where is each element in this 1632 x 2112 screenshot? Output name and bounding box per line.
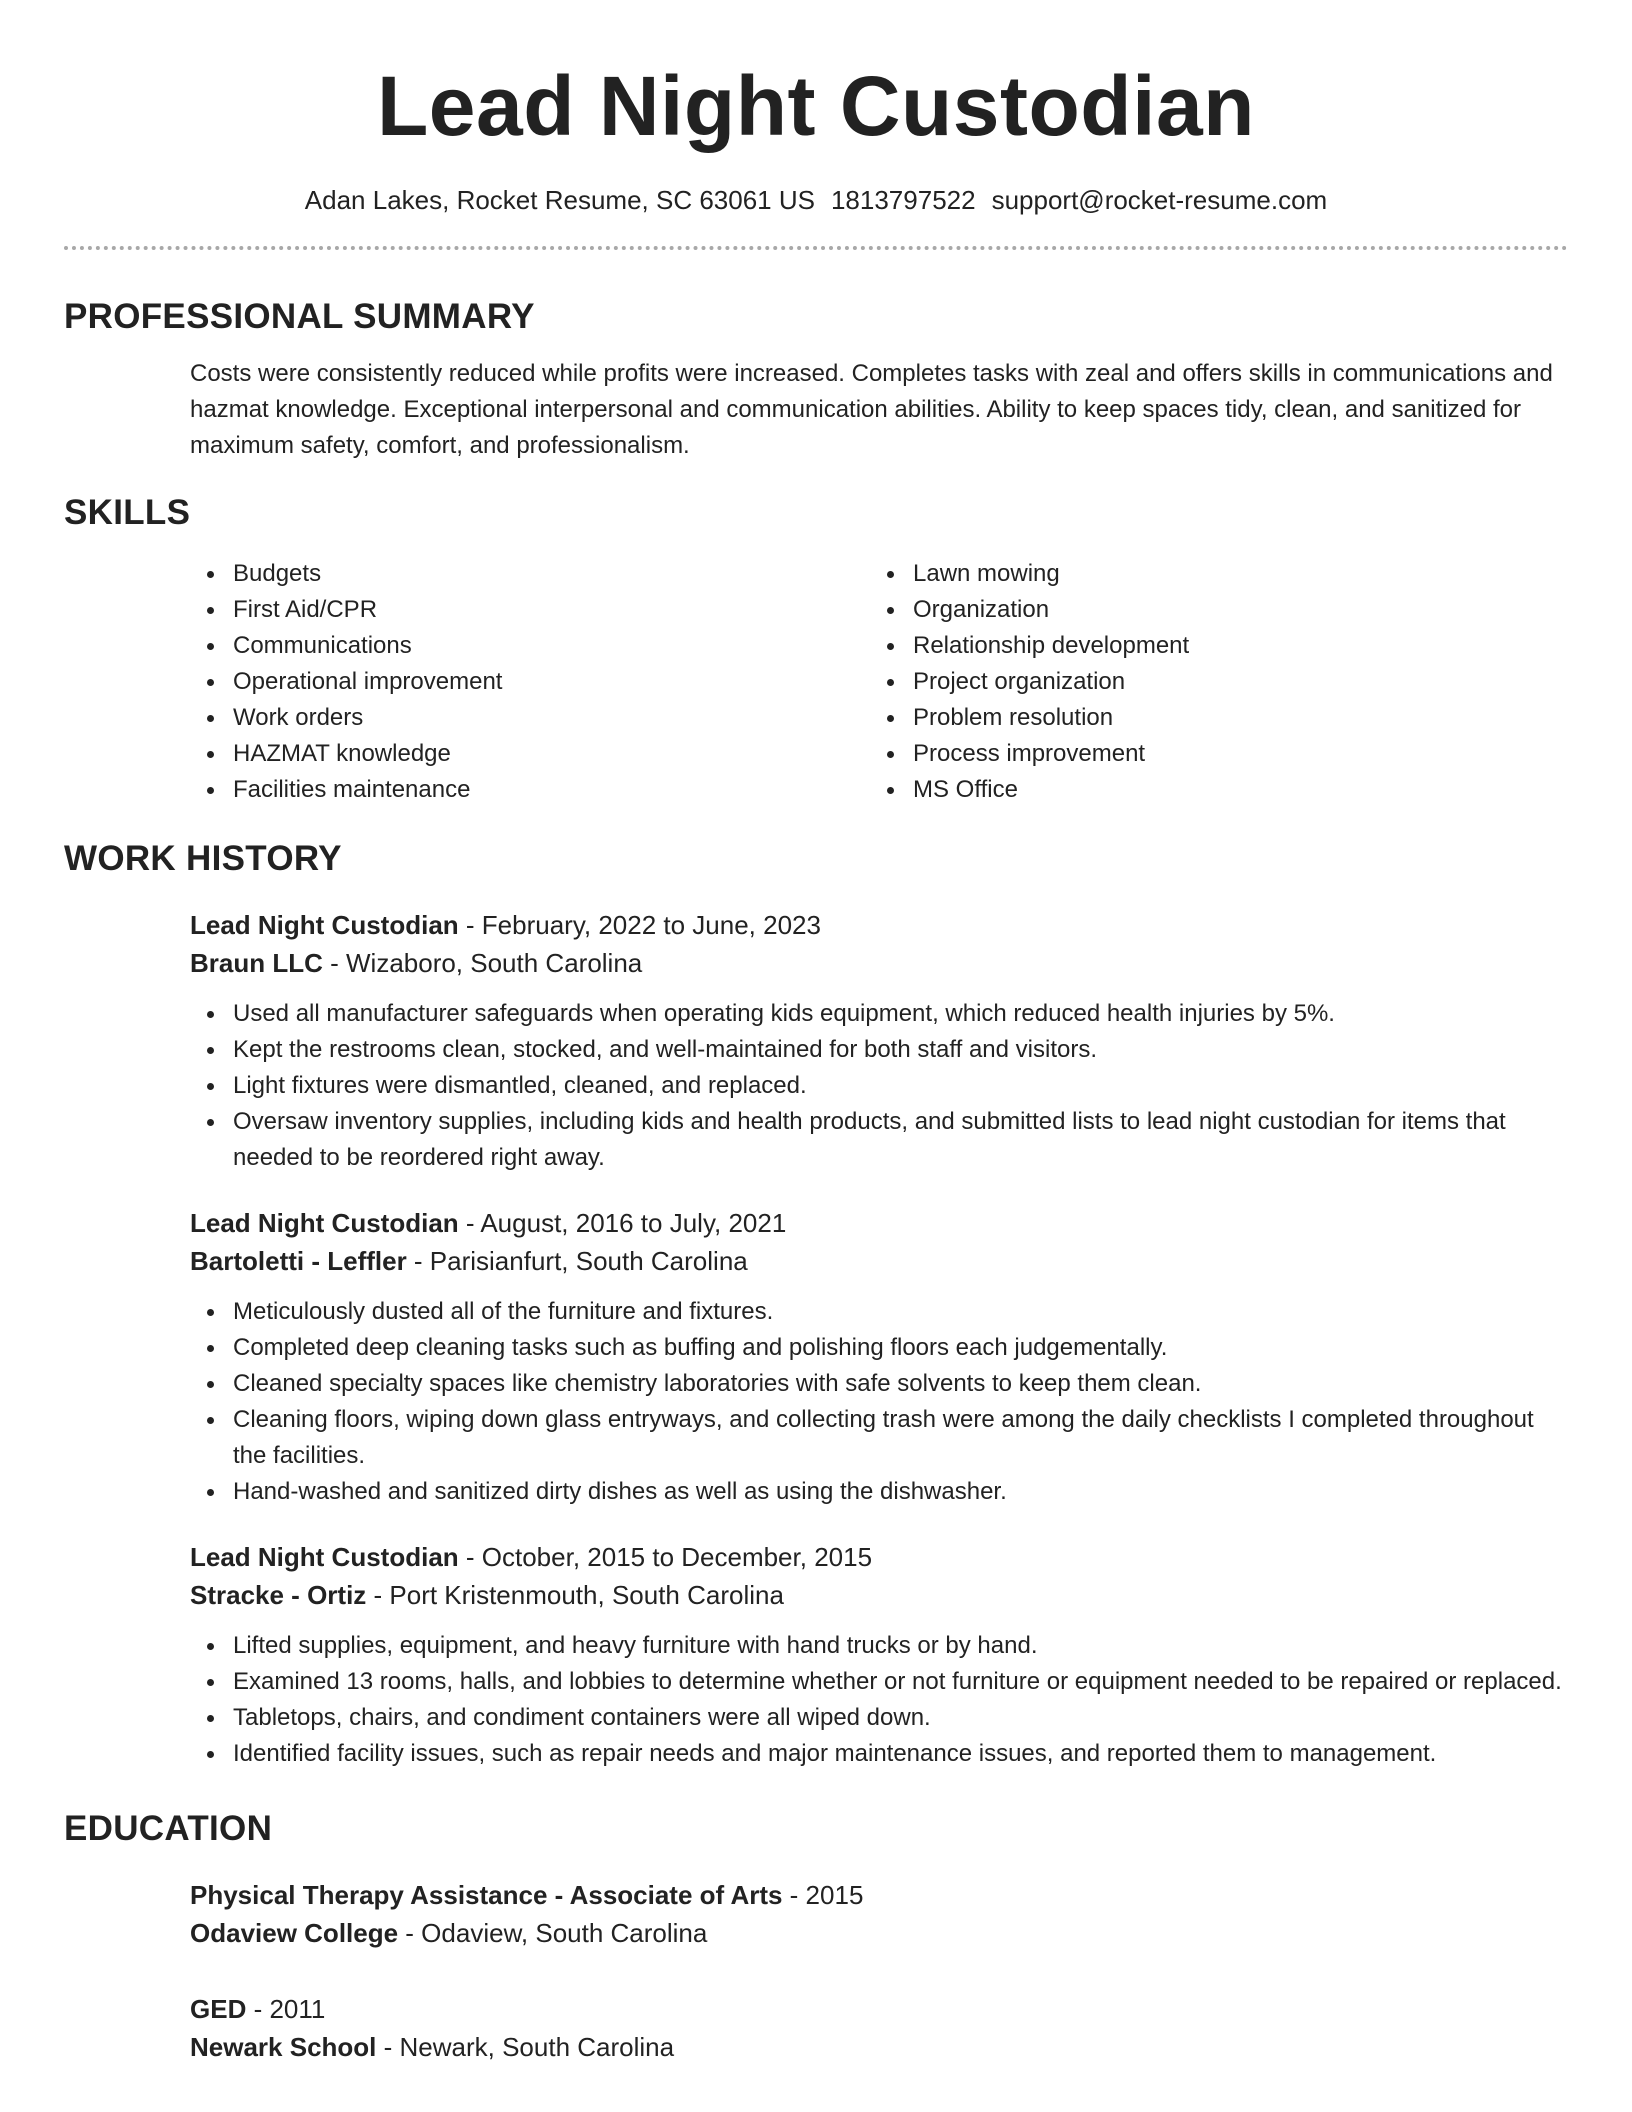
job-dates: - February, 2022 to June, 2023 <box>458 910 821 940</box>
email: support@rocket-resume.com <box>991 185 1328 215</box>
skill-item: Lawn mowing <box>870 556 1550 592</box>
job-dates: - October, 2015 to December, 2015 <box>458 1542 873 1572</box>
school-line <box>190 1914 1568 1952</box>
degree-name: GED <box>190 1994 247 2024</box>
graduation-year: - 2011 <box>246 1994 326 2024</box>
header-divider <box>64 246 1568 250</box>
school-location: - Odaview, South Carolina <box>398 1918 708 1948</box>
duty-item: Cleaning floors, wiping down glass entryways, and collecting trash were among the daily checklists I completed throughout the facilities. <box>190 1402 1568 1474</box>
resume-header <box>64 0 1568 216</box>
job-duties <box>190 1294 1568 1510</box>
summary-heading: PROFESSIONAL SUMMARY <box>64 297 535 336</box>
skill-item: Budgets <box>190 556 870 592</box>
duty-item: Completed deep cleaning tasks such as buffing and polishing floors each judgementally. <box>190 1330 1568 1366</box>
work-history-heading: WORK HISTORY <box>64 839 342 878</box>
education-entry <box>190 1876 1568 1952</box>
school-line <box>190 2028 1568 2066</box>
education-entry <box>190 1990 1568 2066</box>
skill-item: Project organization <box>870 664 1550 700</box>
duty-item: Tabletops, chairs, and condiment containers were all wiped down. <box>190 1700 1568 1736</box>
skills-column-left <box>190 556 870 808</box>
duty-item: Hand-washed and sanitized dirty dishes as well as using the dishwasher. <box>190 1474 1568 1510</box>
skill-item: First Aid/CPR <box>190 592 870 628</box>
duty-item: Oversaw inventory supplies, including kids and health products, and submitted lists to lead night custodian for items that needed to be reordered right away. <box>190 1104 1568 1176</box>
company-location: - Wizaboro, South Carolina <box>322 948 643 978</box>
duty-item: Light fixtures were dismantled, cleaned, and replaced. <box>190 1068 1568 1104</box>
candidate-name: Lead Night Custodian <box>377 59 1255 153</box>
duty-item: Cleaned specialty spaces like chemistry laboratories with safe solvents to keep them clean. <box>190 1366 1568 1402</box>
skill-item: Process improvement <box>870 736 1550 772</box>
address: Adan Lakes, Rocket Resume, SC 63061 US <box>304 185 815 215</box>
skill-item: Facilities maintenance <box>190 772 870 808</box>
contact-line <box>64 184 1568 216</box>
school-name: Odaview College <box>190 1918 399 1948</box>
job-title: Lead Night Custodian <box>190 910 459 940</box>
job-company-line <box>190 1576 1568 1614</box>
duty-item: Meticulously dusted all of the furniture and fixtures. <box>190 1294 1568 1330</box>
duty-item: Lifted supplies, equipment, and heavy furniture with hand trucks or by hand. <box>190 1628 1568 1664</box>
work-history <box>190 906 1568 1772</box>
skill-item: Communications <box>190 628 870 664</box>
degree-name: Physical Therapy Assistance - Associate of Arts <box>190 1880 783 1910</box>
job-duties <box>190 996 1568 1176</box>
skills-heading: SKILLS <box>64 493 191 532</box>
skill-item: Operational improvement <box>190 664 870 700</box>
skill-item: MS Office <box>870 772 1550 808</box>
skill-item: Work orders <box>190 700 870 736</box>
company-name: Braun LLC <box>190 948 323 978</box>
summary-text: Costs were consistently reduced while profits were increased. Completes tasks with zeal and offers skills in communications and hazmat knowledge. Exceptional interpersonal and communication abilities. Ability to keep spaces tidy, clean, and sanitized for maximum safety, comfort, and professionalism. <box>190 360 1553 459</box>
duty-item: Used all manufacturer safeguards when operating kids equipment, which reduced health injuries by 5%. <box>190 996 1568 1032</box>
job-company-line <box>190 944 1568 982</box>
skills-list <box>190 556 1568 808</box>
duty-item: Identified facility issues, such as repair needs and major maintenance issues, and reported them to management. <box>190 1736 1568 1772</box>
job-entry <box>190 1538 1568 1772</box>
job-dates: - August, 2016 to July, 2021 <box>458 1208 787 1238</box>
job-title: Lead Night Custodian <box>190 1542 459 1572</box>
skills-column-right <box>870 556 1550 808</box>
company-location: - Parisianfurt, South Carolina <box>406 1246 748 1276</box>
skill-item: HAZMAT knowledge <box>190 736 870 772</box>
job-company-line <box>190 1242 1568 1280</box>
education-heading: EDUCATION <box>64 1809 273 1848</box>
company-name: Stracke - Ortiz <box>190 1580 367 1610</box>
skill-item: Problem resolution <box>870 700 1550 736</box>
job-entry <box>190 906 1568 1176</box>
degree-line <box>190 1876 1568 1914</box>
job-title-line <box>190 1204 1568 1242</box>
school-name: Newark School <box>190 2032 377 2062</box>
company-name: Bartoletti - Leffler <box>190 1246 407 1276</box>
company-location: - Port Kristenmouth, South Carolina <box>366 1580 784 1610</box>
duty-item: Kept the restrooms clean, stocked, and well-maintained for both staff and visitors. <box>190 1032 1568 1068</box>
job-title-line <box>190 1538 1568 1576</box>
skill-item: Relationship development <box>870 628 1550 664</box>
phone: 1813797522 <box>830 185 976 215</box>
duty-item: Examined 13 rooms, halls, and lobbies to determine whether or not furniture or equipment needed to be repaired or replaced. <box>190 1664 1568 1700</box>
job-duties <box>190 1628 1568 1772</box>
job-title: Lead Night Custodian <box>190 1208 459 1238</box>
degree-line <box>190 1990 1568 2028</box>
graduation-year: - 2015 <box>782 1880 864 1910</box>
skill-item: Organization <box>870 592 1550 628</box>
job-entry <box>190 1204 1568 1510</box>
education-list <box>190 1876 1568 2066</box>
job-title-line <box>190 906 1568 944</box>
school-location: - Newark, South Carolina <box>376 2032 675 2062</box>
